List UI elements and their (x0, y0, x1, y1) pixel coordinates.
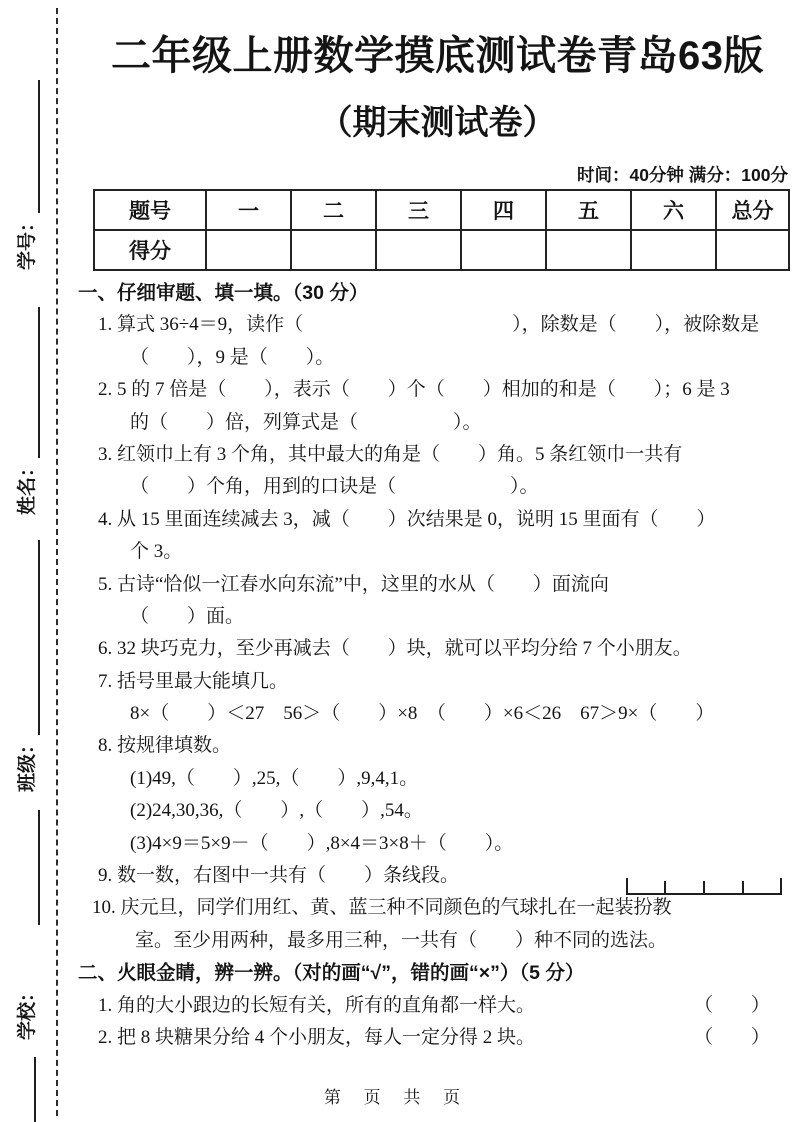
question-8-line: 8. 按规律填数。 (98, 735, 232, 757)
line-segment-figure (625, 874, 783, 896)
score-row-label: 得分 (94, 230, 206, 270)
page-footer: 第 页 共 页 (323, 1088, 470, 1107)
section2-question-1-text: 1. 角的大小跟边的长短有关，所有的直角都一样大。 (98, 994, 536, 1016)
score-header-cell: 总分 (716, 190, 789, 230)
score-empty-cell (461, 230, 546, 270)
school-label: 学校： (17, 982, 38, 1040)
question-9-line: 9. 数一数，右图中一共有（ ）条线段。 (98, 865, 460, 887)
question-8-sub-2: (2)24,30,36,（ ）,（ ）,54。 (130, 800, 423, 822)
question-1-line-2: （ ），9 是（ ）。 (130, 346, 335, 368)
section2-question-2-text: 2. 把 8 块糖果分给 4 个小朋友，每人一定分得 2 块。 (98, 1026, 536, 1048)
section2-question-1 (78, 990, 790, 1022)
question-5-line-2: （ ）面。 (130, 605, 245, 627)
score-empty-cell (631, 230, 716, 270)
score-table-header-row (94, 190, 789, 230)
page-title: 二年级上册数学摸底测试卷青岛63版 (111, 34, 764, 78)
score-table-score-row (94, 230, 789, 270)
score-empty-cell (376, 230, 461, 270)
section1-header: 一、仔细审题、填一填。（30 分） (78, 282, 369, 304)
question-8-sub-1: (1)49,（ ）,25,（ ）,9,4,1。 (130, 767, 419, 789)
score-empty-cell (206, 230, 291, 270)
page-subtitle: （期末测试卷） (318, 104, 557, 142)
student-id-blank-line (17, 80, 40, 213)
question-3-line-1: 3. 红领巾上有 3 个角，其中最大的角是（ ）角。5 条红领巾一共有 (98, 443, 683, 465)
question-4-line-1: 4. 从 15 里面连续减去 3，减（ ）次结果是 0，说明 15 里面有（ ） (98, 508, 716, 530)
score-header-cell: 题号 (94, 190, 206, 230)
question-1-line-1: 1. 算式 36÷4＝9，读作（ ），除数是（ ），被除数是 (98, 314, 760, 336)
score-empty-cell (546, 230, 631, 270)
question-3-line-2: （ ）个角，用到的口诀是（ ）。 (130, 476, 539, 498)
question-2-line-1: 2. 5 的 7 倍是（ ），表示（ ）个（ ）相加的和是（ ）；6 是 3 (98, 379, 730, 401)
score-empty-cell (291, 230, 376, 270)
question-10-line-1: 10. 庆元旦，同学们用红、黄、蓝三种不同颜色的气球扎在一起装扮教 (92, 897, 672, 919)
section2-question-2 (78, 1022, 790, 1054)
question-10-line-2: 室。至少用两种，最多用三种，一共有（ ）种不同的选法。 (135, 929, 668, 951)
school-blank-line (17, 810, 40, 925)
question-4-line-2: 个 3。 (130, 541, 183, 563)
student-id-label: 学号： (17, 212, 38, 270)
score-header-cell: 六 (631, 190, 716, 230)
class-label: 班级： (17, 734, 38, 792)
student-id-field (16, 80, 40, 270)
student-name-label: 姓名： (17, 457, 38, 515)
question-8-sub-3: (3)4×9＝5×9－（ ）,8×4＝3×8＋（ ）。 (130, 832, 514, 854)
score-header-cell: 二 (291, 190, 376, 230)
fold-dashed-line (56, 8, 58, 1116)
question-6-line: 6. 32 块巧克力，至少再减去（ ）块，就可以平均分给 7 个小朋友。 (98, 638, 692, 660)
question-7-line-2: 8×（ ）＜27 56＞（ ）×8 （ ）×6＜26 67＞9×（ ） (130, 703, 715, 725)
question-2-line-2: 的（ ）倍，列算式是（ ）。 (130, 411, 482, 433)
section2-question-2-answer-blank: （ ） (693, 1026, 770, 1048)
student-name-field (16, 307, 40, 515)
score-header-cell: 一 (206, 190, 291, 230)
score-header-cell: 三 (376, 190, 461, 230)
class-field (16, 540, 40, 792)
class-blank-line (17, 540, 40, 735)
school-field (16, 810, 40, 1040)
question-5-line-1: 5. 古诗“恰似一江春水向东流”中，这里的水从（ ）面流向 (98, 573, 609, 595)
student-name-blank-line (17, 307, 40, 458)
score-empty-cell (716, 230, 789, 270)
question-7-line-1: 7. 括号里最大能填几。 (98, 670, 289, 692)
time-score-info: 时间：40分钟 满分：100分 (576, 165, 788, 185)
question-body (78, 277, 790, 1054)
score-header-cell: 五 (546, 190, 631, 230)
score-table (93, 189, 790, 271)
section2-header: 二、火眼金睛，辨一辨。（对的画“√”，错的画“×”）（5 分） (78, 962, 585, 985)
score-header-cell: 四 (461, 190, 546, 230)
section2-question-1-answer-blank: （ ） (693, 994, 770, 1016)
